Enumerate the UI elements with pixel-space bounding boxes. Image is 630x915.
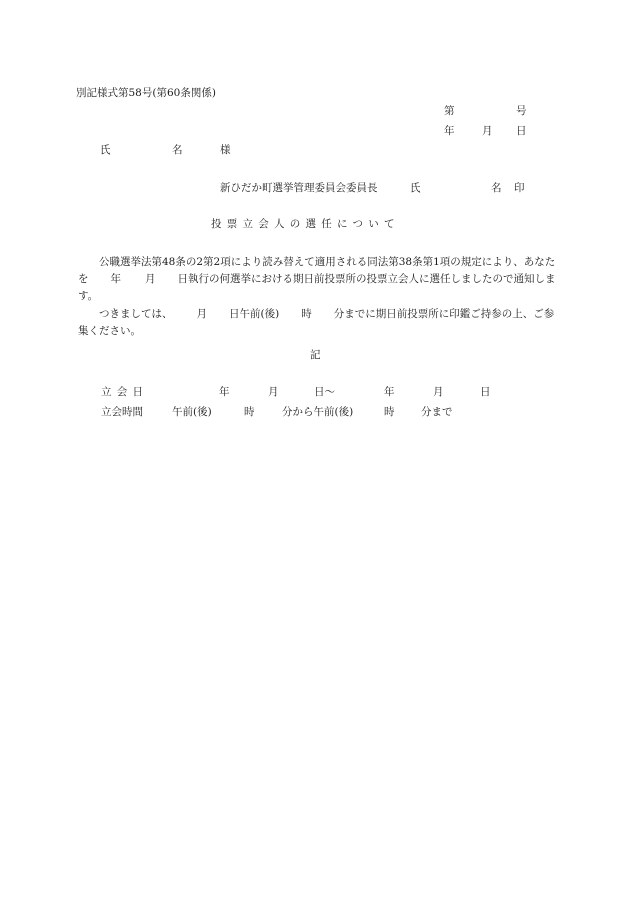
attendance-month2: 月 <box>433 386 444 398</box>
attendance-min1: 分から午前(後) <box>282 406 354 418</box>
sender-given: 名 <box>491 182 502 194</box>
doc-number-suffix: 号 <box>516 105 527 117</box>
addressee-given: 名 <box>172 144 183 156</box>
paragraph-notice-year: 年 <box>110 273 121 285</box>
attendance-year2: 年 <box>384 386 395 398</box>
attendance-day2: 日 <box>480 386 491 398</box>
attendance-dates-label: 立会日 <box>101 386 149 398</box>
attendance-time-label: 立会時間 <box>101 406 143 418</box>
attendance-hour2: 時 <box>384 406 395 418</box>
paragraph-request-month: 月 <box>196 308 207 320</box>
sender-org: 新ひだか町選挙管理委員会委員長 <box>220 182 378 194</box>
attendance-month1: 月 <box>268 386 279 398</box>
date-year: 年 <box>444 125 455 137</box>
addressee-honorific: 様 <box>220 144 231 156</box>
date-day: 日 <box>516 125 527 137</box>
attendance-hour1: 時 <box>244 406 255 418</box>
paragraph-request-text2: 日午前(後) <box>229 308 280 320</box>
attendance-am-pm1: 午前(後) <box>172 406 212 418</box>
document-title: 投票立会人の選任について <box>211 218 400 230</box>
doc-number-prefix: 第 <box>444 105 455 117</box>
form-header: 別記様式第58号(第60条関係) <box>76 87 216 99</box>
sender-seal: 印 <box>514 182 525 194</box>
attendance-year1: 年 <box>219 386 230 398</box>
paragraph-notice <box>78 254 558 305</box>
paragraph-request-hour: 時 <box>301 308 312 320</box>
ki-heading: 記 <box>310 349 321 361</box>
paragraph-notice-text2: 日執行の何選挙における期日前投票所の投票立会人に選任しましたので通知します。 <box>78 273 556 302</box>
addressee-family: 氏 <box>100 144 111 156</box>
paragraph-notice-month: 月 <box>145 273 156 285</box>
paragraph-request <box>78 306 558 340</box>
attendance-min2: 分まで <box>421 406 453 418</box>
paragraph-request-text1: つきましては、 <box>99 308 173 320</box>
date-month: 月 <box>482 125 493 137</box>
sender-family: 氏 <box>410 182 421 194</box>
attendance-day1: 日〜 <box>314 386 335 398</box>
paragraph-notice-text1: 公職選挙法第48条の2第2項により読み替えて適用される同法第38条第1項の規定により、あなたを <box>78 256 556 285</box>
paragraph-request-text3: 分までに期日前投票所に印鑑ご持参の上、ご参集ください。 <box>78 308 555 337</box>
